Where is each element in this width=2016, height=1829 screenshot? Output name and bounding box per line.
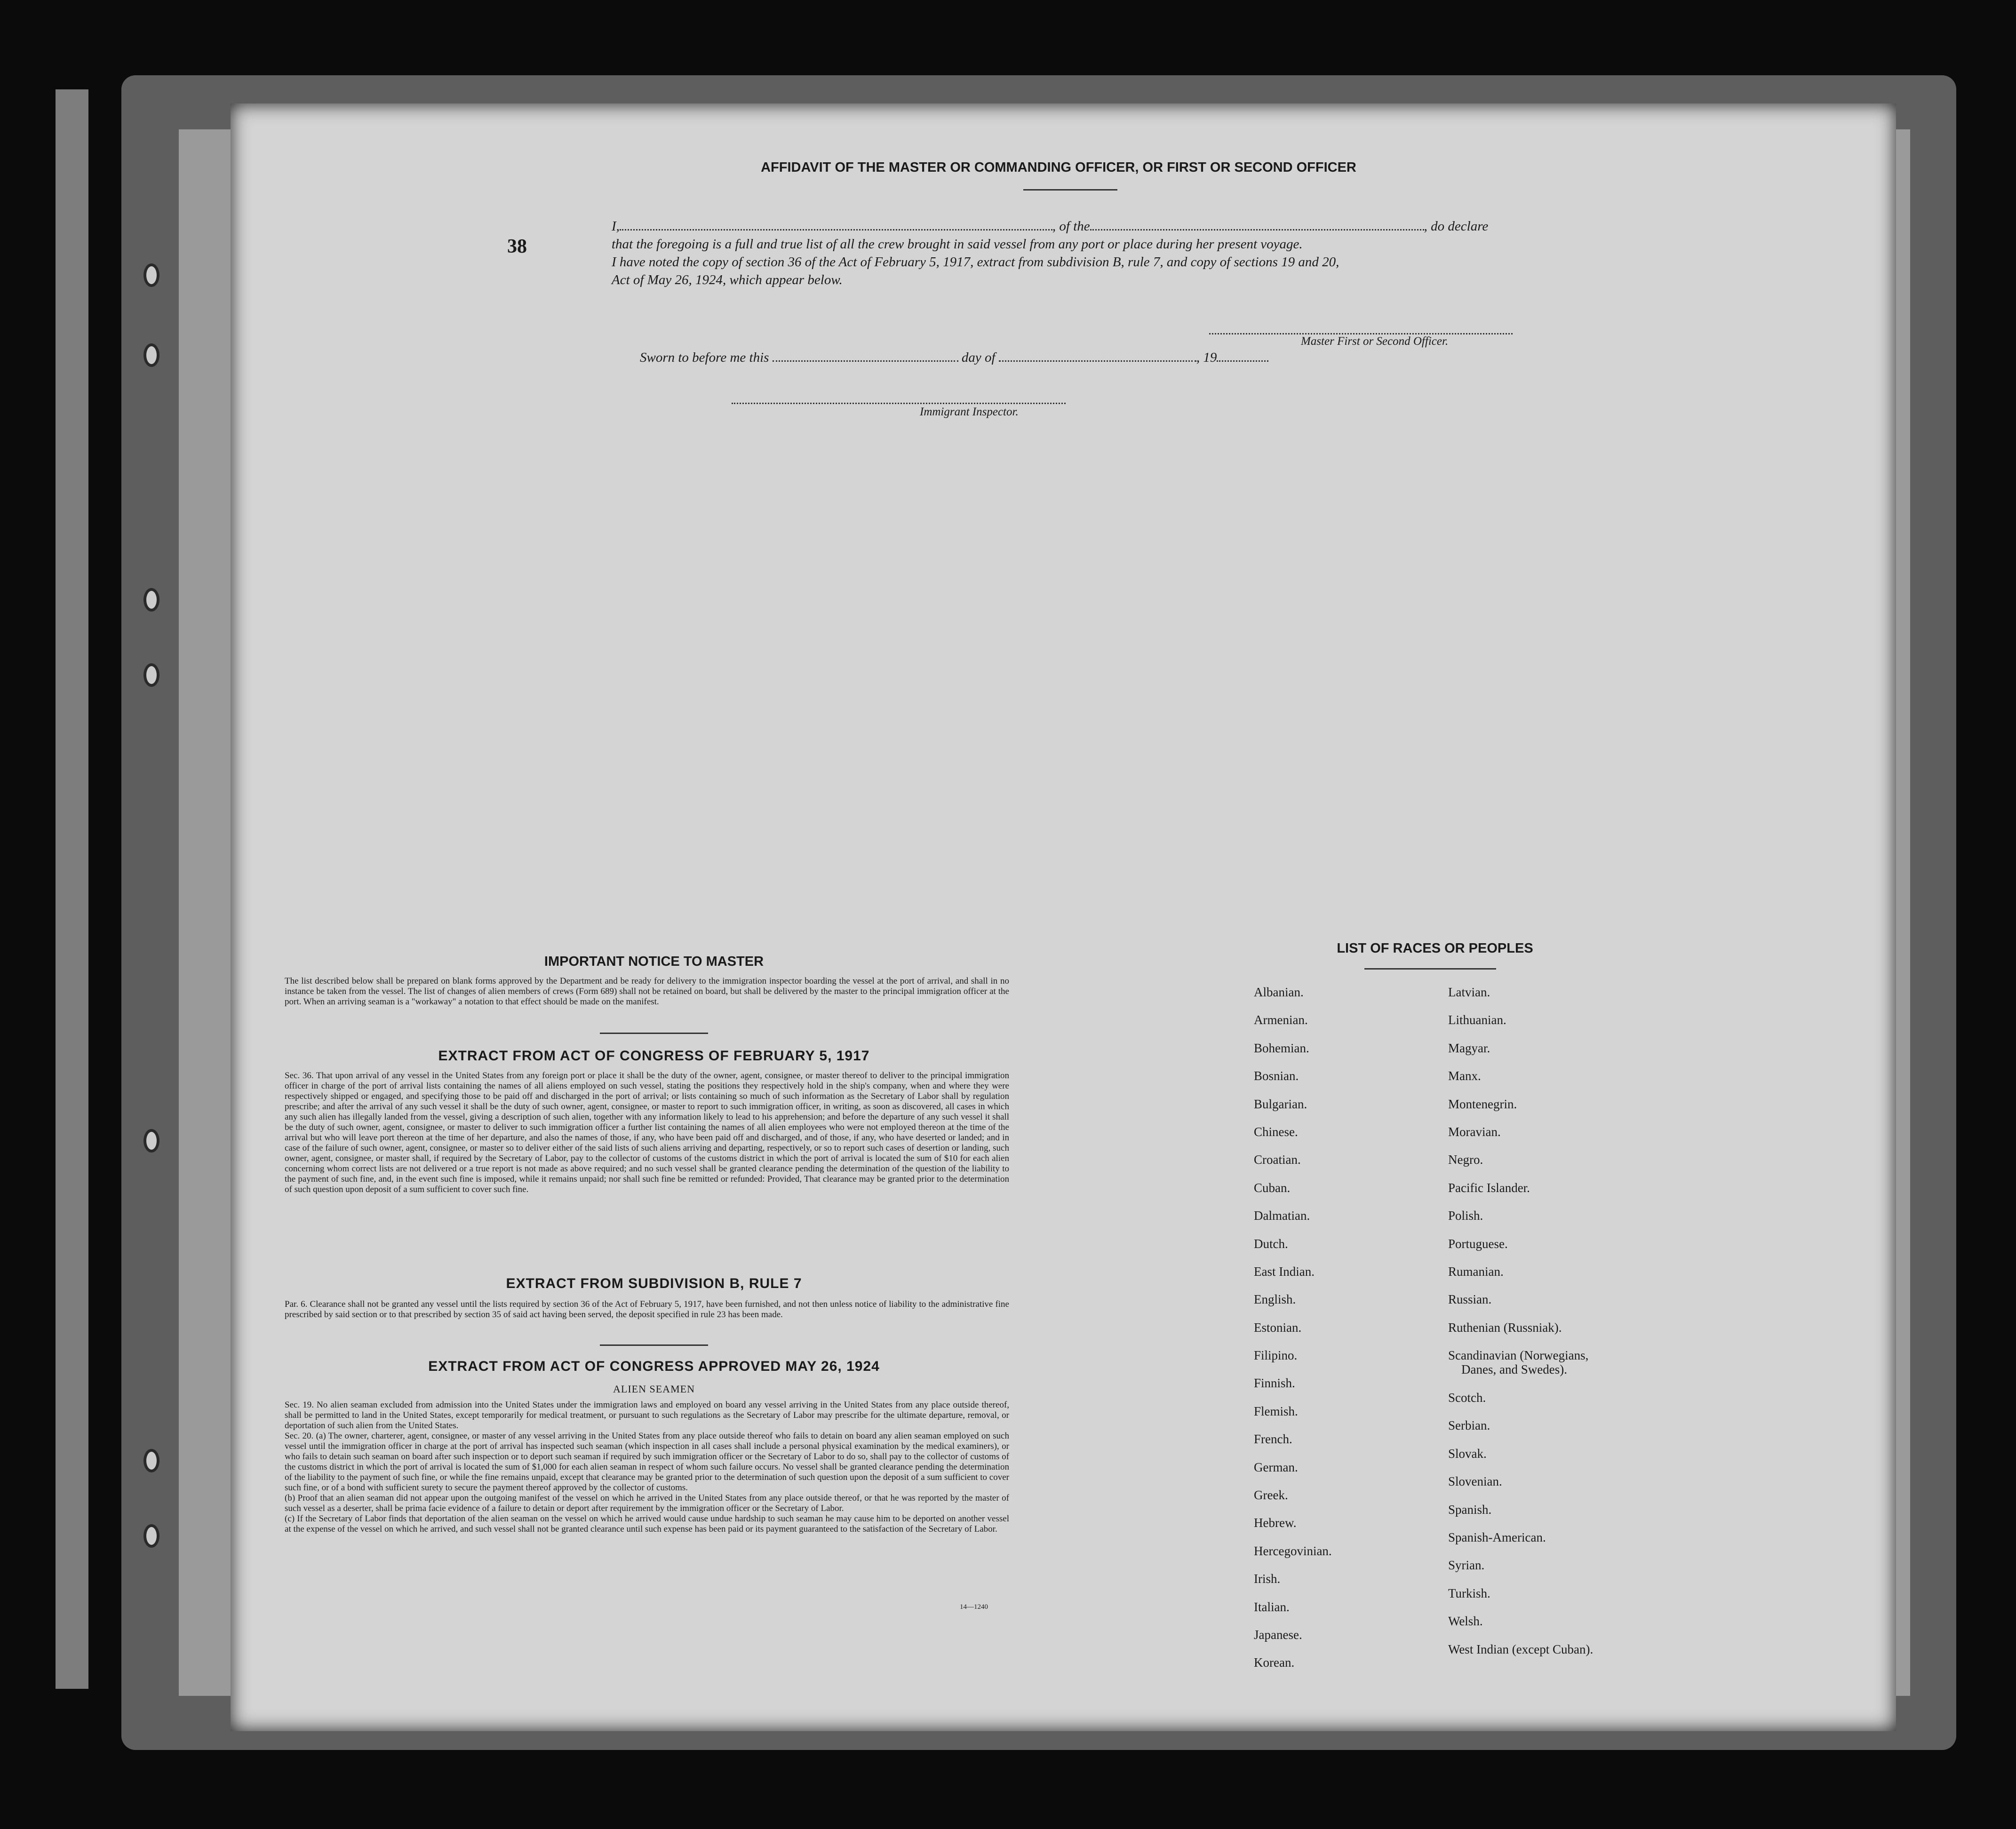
affidavit-title: AFFIDAVIT OF THE MASTER OR COMMANDING OFFICER, OR FIRST OR SECOND OFFICER <box>761 160 1356 175</box>
binder-hole-icon <box>143 663 159 687</box>
race-item: Portuguese. <box>1448 1236 1508 1251</box>
section-20a-text: Sec. 20. (a) The owner, charterer, agent, consignee, or master of any vessel arriving in the United States from any place outside thereof who fails to detain on board any alien seaman employed on such vessel until the immigration officer in charge at the port of arrival has inspected such seaman (which inspection in all cases shall include a personal physical examination by the medical examiners), or who fails to detain such seaman on board after such inspection or to deport such seaman if required by such immigration officer or the Secretary of Labor to do so, shall pay to the collector of customs of the customs district in which the port of arrival is located the sum of $1,000 for each alien seaman in respect of whom such failure occurs. No vessel shall be granted clearance pending the determination of the liability to the payment of such fine, or while the fine remains unpaid, except that clearance may be granted prior to the determination of such question upon the deposit of a sum sufficient to cover such fine, or of a bond with sufficient surety to secure the payment thereof approved by the collector of customs. <box>285 1431 1009 1493</box>
extract-1924-title: EXTRACT FROM ACT OF CONGRESS APPROVED MAY 26, 1924 <box>428 1359 880 1374</box>
year-blank <box>1217 351 1268 362</box>
affidavit-line: that the foregoing is a full and true list of all the crew brought in said vessel from any port or place during her present voyage. <box>612 237 1303 252</box>
race-item: Greek. <box>1254 1488 1288 1503</box>
binder-hole-icon <box>143 1524 159 1548</box>
sworn-label: Sworn to before me this <box>640 350 769 365</box>
divider <box>600 1033 708 1034</box>
race-item: Dutch. <box>1254 1236 1288 1251</box>
affidavit-line: I have noted the copy of section 36 of the Act of February 5, 1917, extract from subdivision B, rule 7, and copy of sections 19 and 20, <box>612 254 1339 270</box>
affidavit-declare-label: , do declare <box>1424 219 1489 234</box>
race-item: Moravian. <box>1448 1124 1501 1139</box>
extract-1917-text: Sec. 36. That upon arrival of any vessel in the United States from any foreign port or place it shall be the duty of the owner, agent, consignee, or master thereof to deliver to the principal immigration officer in charge of the port of arrival lists containing the names of all aliens employed on such vessel, stating the positions they respectively hold in the ship's company, when and where they were respectively shipped or engaged, and specifying those to be paid off and discharged in the port of arrival; or lists containing so much of such information as the Secretary of Labor shall by regulation prescribe; and after the arrival of any such vessel it shall be the duty of such owner, agent, consignee, or master to report to such immigration officer, in writing, as soon as discovered, all cases in which any such alien has illegally landed from the vessel, giving a description of such alien, together with any information likely to lead to his apprehension; and before the departure of any such vessel it shall be the duty of such owner, agent, consignee, or master to deliver to such immigration officer a further list containing the names of all alien employees who were not employed thereon at the time of the arrival but who will leave port thereon at the time of her departure, and also the names of those, if any, who have been paid off and discharged, and of those, if any, who have deserted or landed; and in case of the failure of such owner, agent, consignee, or master so to deliver either of the said lists of such aliens arriving and departing, respectively, or so to report such cases of desertion or landing, such owner, agent, consignee, or master shall, if required by the Secretary of Labor, pay to the collector of customs of the customs district in which the port of arrival is located the sum of $10 for each alien concerning whom correct lists are not delivered or a true report is not made as above required; and no such vessel shall be granted clearance pending the determination of the question of the liability to the payment of such fine, and, in the event such fine is imposed, while it remains unpaid; nor shall such fine be remitted or refunded: Provided, That clearance may be granted prior to the determination of such question upon deposit of a sum sufficient to cover such fine. <box>285 1071 1009 1194</box>
section-19-text: Sec. 19. No alien seaman excluded from admission into the United States under the immigration laws and employed on board any vessel arriving in the United States from any place outside thereof, shall be permitted to land in the United States, except temporarily for medical treatment, or pursuant to such regulations as the Secretary of Labor may prescribe for the ultimate departure, removal, or deportation of such alien from the United States. <box>285 1400 1009 1431</box>
extract-rule7-text: Par. 6. Clearance shall not be granted any vessel until the lists required by section 36 of the Act of February 5, 1917, have been furnished, and not then unless notice of liability to the administrative fine prescribed by said section or to that prescribed by section 35 of said act having been served, the deposit specified in rule 23 has been made. <box>285 1299 1009 1320</box>
notice-title: IMPORTANT NOTICE TO MASTER <box>544 954 764 969</box>
race-item: Rumanian. <box>1448 1264 1504 1279</box>
race-item: Manx. <box>1448 1069 1481 1083</box>
race-item: Hebrew. <box>1254 1516 1297 1530</box>
day-of-label: day of <box>961 350 996 365</box>
year-label: , 19 <box>1196 350 1217 365</box>
race-item: Scandinavian (Norwegians, <box>1448 1348 1589 1363</box>
extract-1917-title: EXTRACT FROM ACT OF CONGRESS OF FEBRUARY 5, 1917 <box>438 1048 870 1064</box>
race-item: Flemish. <box>1254 1404 1298 1418</box>
page-edge <box>56 89 88 1689</box>
races-left-column <box>1254 978 1332 1677</box>
race-item: West Indian (except Cuban). <box>1448 1642 1594 1656</box>
notice-text: The list described below shall be prepared on blank forms approved by the Department and be ready for delivery to the immigration inspector boarding the vessel at the port of arrival, and shall in no instance be taken from the vessel. The list of changes of alien members of crews (Form 689) shall not be retained on board, but shall be delivered by the master to the principal immigration officer at the port. When an arriving seaman is a "workaway" a notation to that effect should be made on the manifest. <box>285 976 1009 1007</box>
race-item: Albanian. <box>1254 985 1304 999</box>
race-item: Filipino. <box>1254 1348 1298 1363</box>
alien-seamen-subtitle: ALIEN SEAMEN <box>613 1383 695 1395</box>
section-20b-text: (b) Proof that an alien seaman did not appear upon the outgoing manifest of the vessel on which he arrived in the United States from any place outside thereof, or that he was reported by the master of such vessel as a deserter, shall be prima facie evidence of a failure to detain or deport after requirement by the immigration officer or the Secretary of Labor. <box>285 1493 1009 1513</box>
extract-rule7-title: EXTRACT FROM SUBDIVISION B, RULE 7 <box>506 1276 802 1291</box>
race-item: Spanish-American. <box>1448 1530 1546 1545</box>
inspector-signature-label: Immigrant Inspector. <box>920 406 1019 418</box>
race-item: Magyar. <box>1448 1041 1490 1055</box>
race-item: Croatian. <box>1254 1153 1301 1167</box>
affidavit-line: Act of May 26, 1924, which appear below. <box>612 272 843 287</box>
race-item: Polish. <box>1448 1209 1483 1223</box>
race-item: Korean. <box>1254 1655 1295 1670</box>
binder-hole-icon <box>143 343 159 367</box>
race-item: Negro. <box>1448 1153 1483 1167</box>
race-item: Chinese. <box>1254 1124 1298 1139</box>
race-item: Scotch. <box>1448 1391 1486 1405</box>
race-item: Finnish. <box>1254 1376 1295 1391</box>
race-item: Ruthenian (Russniak). <box>1448 1320 1562 1335</box>
affidavit-of-label: , of the <box>1052 219 1090 234</box>
vessel-blank <box>1090 219 1424 231</box>
signature-line <box>732 403 1066 404</box>
day-blank <box>773 351 958 362</box>
race-item: Lithuanian. <box>1448 1013 1506 1027</box>
signature-line <box>1209 333 1513 334</box>
section-20c-text: (c) If the Secretary of Labor finds that deportation of the alien seaman on the vessel on which he arrived would cause undue hardship to such seaman he may cause him to be deported on another vessel at the expense of the vessel on which he arrived, and such vessel shall not be granted clearance until such expense has been paid or its payment guaranteed to the satisfaction of the Secretary of Labor. <box>285 1514 1009 1534</box>
race-item: Turkish. <box>1448 1586 1490 1600</box>
race-item: Irish. <box>1254 1572 1281 1586</box>
extract-1924-text <box>285 1400 1009 1535</box>
divider <box>600 1344 708 1346</box>
race-item: German. <box>1254 1460 1298 1474</box>
race-item: Italian. <box>1254 1599 1290 1614</box>
race-item: Armenian. <box>1254 1013 1308 1027</box>
race-item: Bohemian. <box>1254 1041 1309 1055</box>
handwritten-number: 38 <box>507 236 527 257</box>
race-item: Latvian. <box>1448 985 1490 999</box>
race-item: Slovak. <box>1448 1446 1487 1461</box>
affidavit-declaration <box>612 217 1534 289</box>
binder-hole-icon <box>143 1449 159 1472</box>
binder-hole-icon <box>143 1129 159 1153</box>
divider <box>1023 189 1117 191</box>
master-signature-label: Master First or Second Officer. <box>1301 335 1449 348</box>
race-item: Bulgarian. <box>1254 1097 1307 1111</box>
race-item: Slovenian. <box>1448 1474 1502 1489</box>
races-title: LIST OF RACES OR PEOPLES <box>1337 941 1533 956</box>
race-item: French. <box>1254 1432 1292 1447</box>
race-item: Pacific Islander. <box>1448 1180 1530 1195</box>
race-item: English. <box>1254 1292 1296 1307</box>
race-item: Syrian. <box>1448 1558 1485 1573</box>
race-item: Danes, and Swedes). <box>1461 1362 1567 1377</box>
race-item: Japanese. <box>1254 1627 1302 1642</box>
divider <box>1364 968 1496 970</box>
form-number: 14—1240 <box>960 1603 988 1611</box>
race-item: Russian. <box>1448 1292 1492 1307</box>
binder-hole-icon <box>143 263 159 287</box>
race-item: Montenegrin. <box>1448 1097 1517 1111</box>
race-item: Dalmatian. <box>1254 1209 1310 1223</box>
binder-hole-icon <box>143 588 159 612</box>
race-item: Cuban. <box>1254 1180 1291 1195</box>
race-item: East Indian. <box>1254 1264 1315 1279</box>
race-item: Estonian. <box>1254 1320 1302 1335</box>
race-item: Hercegovinian. <box>1254 1543 1332 1558</box>
race-item: Bosnian. <box>1254 1069 1299 1083</box>
name-blank <box>620 219 1052 231</box>
race-item: Welsh. <box>1448 1614 1483 1629</box>
month-blank <box>999 351 1196 362</box>
sworn-statement <box>640 350 1268 366</box>
race-item: Serbian. <box>1448 1418 1490 1433</box>
affidavit-i-label: I, <box>612 219 620 234</box>
races-right-column <box>1448 978 1593 1663</box>
race-item: Spanish. <box>1448 1502 1492 1517</box>
